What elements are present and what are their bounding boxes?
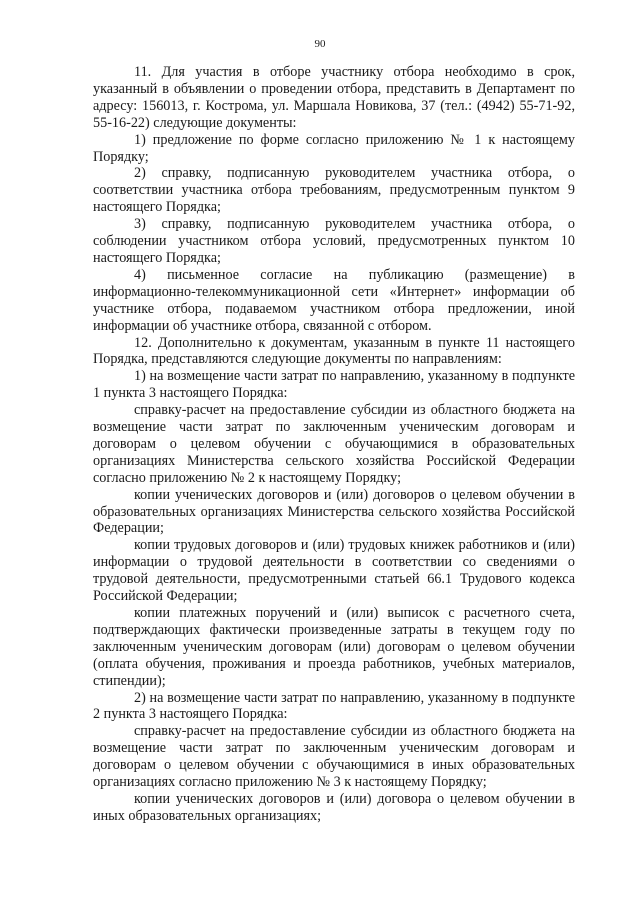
paragraph: копии трудовых договоров и (или) трудовых книжек работников и (или) информации о трудовой деятельности в соответствии со сведениями о трудовой деятельности, предусмотренными статьей 66.1 Трудового кодекса Российской Федерации; [93,537,575,605]
paragraph: копии платежных поручений и (или) выписок с расчетного счета, подтверждающих фактически произведенные затраты в текущем году по заключенным ученическим договорам (или) договорам о целевом обучении (оплата обучения, проживания и проезда работников, учебных материалов, стипендии); [93,605,575,689]
paragraph: 12. Дополнительно к документам, указанным в пункте 11 настоящего Порядка, представляются следующие документы по направлениям: [93,334,575,368]
paragraph: 1) предложение по форме согласно приложению № 1 к настоящему Порядку; [93,131,575,165]
paragraph: 2) справку, подписанную руководителем участника отбора, о соответствии участника отбора требованиям, предусмотренным пунктом 9 настоящего Порядка; [93,165,575,216]
document-body [93,64,575,825]
page-number: 90 [314,38,326,50]
paragraph: 1) на возмещение части затрат по направлению, указанному в подпункте 1 пункта 3 настоящего Порядка: [93,368,575,402]
paragraph: 4) письменное согласие на публикацию (размещение) в информационно-телекоммуникационной сети «Интернет» информации об участнике отбора, подаваемом участником отбора предложении, иной информации об участнике отбора, связанной с отбором. [93,266,575,334]
paragraph: копии ученических договоров и (или) договора о целевом обучении в иных образовательных организациях; [93,790,575,824]
paragraph: 11. Для участия в отборе участнику отбора необходимо в срок, указанный в объявлении о проведении отбора, представить в Департамент по адресу: 156013, г. Кострома, ул. Маршала Новикова, 37 (тел.: (4942) 55-71-92, 55-16-22) следующие документы: [93,64,575,131]
paragraph: справку-расчет на предоставление субсидии из областного бюджета на возмещение части затрат по заключенным ученическим договорам и договорам о целевом обучении с обучающимися в иных образовательных организациях согласно приложению № 3 к настоящему Порядку; [93,723,575,791]
paragraph: справку-расчет на предоставление субсидии из областного бюджета на возмещение части затрат по заключенным ученическим договорам и договорам о целевом обучении с обучающимися в образовательных организациях Министерства сельского хозяйства Российской Федерации согласно приложению № 2 к настоящему Порядку; [93,402,575,486]
paragraph: копии ученических договоров и (или) договоров о целевом обучении в образовательных организациях Министерства сельского хозяйства Российской Федерации; [93,486,575,537]
paragraph: 3) справку, подписанную руководителем участника отбора, о соблюдении участником отбора условий, предусмотренных пунктом 10 настоящего Порядка; [93,216,575,266]
paragraph: 2) на возмещение части затрат по направлению, указанному в подпункте 2 пункта 3 настоящего Порядка: [93,689,575,723]
